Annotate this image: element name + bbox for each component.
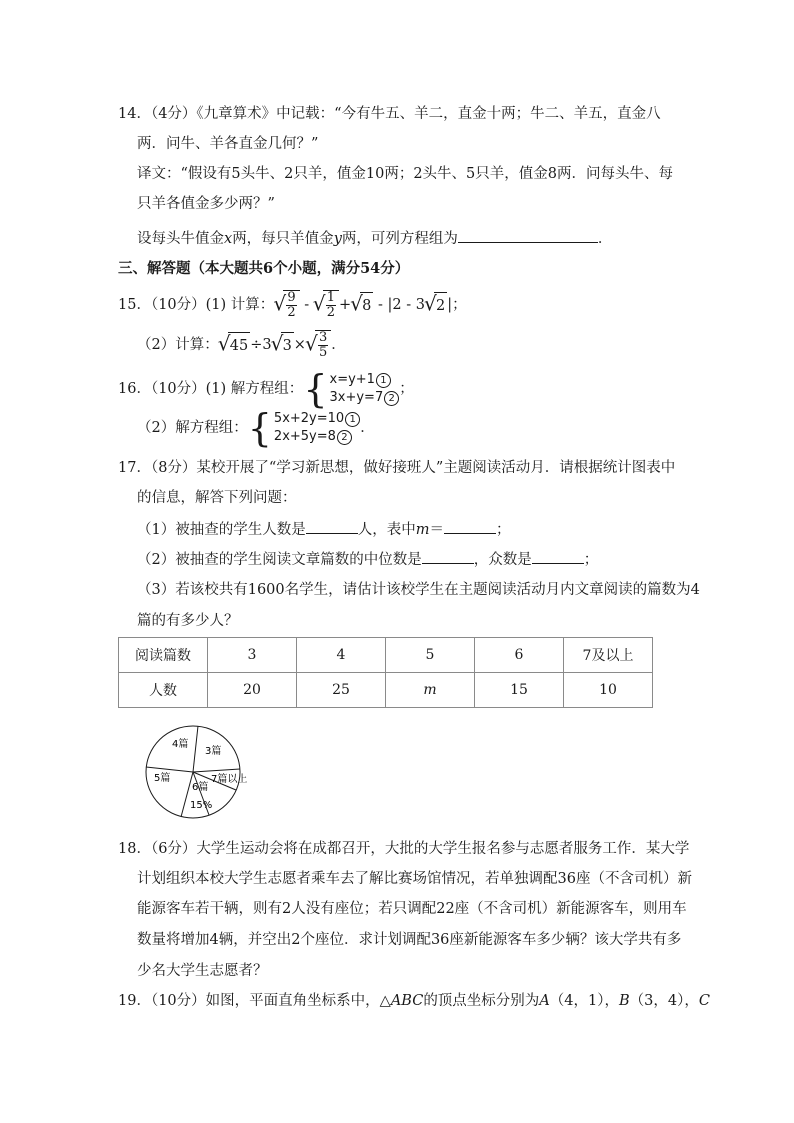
answer-blank[interactable] [306,519,358,534]
pie-label: 6篇 [192,782,209,793]
sqrt-sign: √ 2 [425,292,447,319]
q15-part2-prefix: （2）计算： [137,337,219,353]
q17-sub3-line1: （3）若该校共有1600名学生，请估计该校学生在主题阅读活动月内文章阅读的篇数为4 [137,582,700,598]
q17-line1: 17．（8分）某校开展了“学习新思想，做好接班人”主题阅读活动月．请根据统计图表中 [118,460,676,476]
circled-number: 2 [384,391,399,406]
table-cell: 5 [386,638,475,673]
table-cell: 25 [297,673,386,708]
circled-number: 1 [345,412,360,427]
table-cell: 3 [208,638,297,673]
q18-line2: 计划组织本校大学生志愿者乘车去了解比赛场馆情况，若单独调配36座（不含司机）新 [137,871,692,887]
table-cell: 15 [475,673,564,708]
q16-part2 [137,406,375,450]
pie-divider [193,726,198,772]
pie-label: 4篇 [172,739,189,750]
times-sign: × [293,337,306,353]
table-cell: m [386,673,475,708]
var-y: y [333,231,342,247]
q17-sub2: （2）被抽查的学生阅读文章篇数的中位数是 ，众数是 ； [137,549,598,570]
q15-end: ． [331,337,346,353]
q18-line3: 能源客车若干辆，则有2人没有座位；若只调配22座（不含司机）新能源客车，则用车 [137,901,687,917]
pie-label: 15% [190,800,213,811]
table-cell: 20 [208,673,297,708]
q17-line2: 的信息，解答下列问题： [137,490,297,506]
q17-sub3-line2: 篇的有多少人？ [137,613,239,629]
minus-sign: - [299,297,314,313]
fraction: √ $\frac{1}{2}$ [326,290,335,320]
sqrt-sign [274,290,299,320]
q15-part1 [118,290,467,320]
pie-label: 3篇 [205,746,222,757]
table-cell: 4 [297,638,386,673]
q14-text-c: 两，可列方程组为 [341,231,458,247]
pie-chart [143,722,253,822]
equation-system: { 5x+2y=10 1 2x+5y=8 2 [248,409,360,447]
equation-system: { x=y+1 1 3x+y=7 2 [303,370,399,408]
q14-line1: 14．（4分）《九章算术》中记载：“今有牛五、羊二，直金十两；牛二、羊五，直金八 [118,106,661,122]
q18-line4: 数量将增加4辆，并空出2个座位．求计划调配36座新能源客车多少辆？该大学共有多 [137,932,682,948]
fraction: √ $\frac{3}{5}$ [318,330,328,360]
pie-label: 5篇 [154,773,171,784]
q14-line3: 译文：“假设有5头牛、2只羊，值金10两；2头牛、5只羊，值金8两．问每头牛、每 [137,166,673,182]
table-cell: 6 [475,638,564,673]
table-cell: 10 [564,673,653,708]
fraction: √ $\frac{9}{2}$ [287,290,296,320]
plus-sign: + [339,297,352,313]
q18-line1: 18．（6分）大学生运动会将在成都召开，大批的大学生报名参与志愿者服务工作．某大学 [118,841,690,857]
q15-prefix: 15．（10分）(1) 计算： [118,297,275,313]
answer-blank[interactable] [532,549,584,564]
reading-table [118,637,653,708]
section-title: 三、解答题（本大题共6个小题，满分54分） [118,260,410,277]
pie-label: 7篇以上 [211,774,248,785]
q14-text-b: 两，每只羊值金 [232,231,334,247]
q14-text-a: 设每头牛值金 [137,231,224,247]
abs-expression: - |2 - 3 [373,297,425,313]
sqrt-sign [306,330,331,360]
table-cell: 7及以上 [564,638,653,673]
q17-sub1: （1）被抽查的学生人数是 人，表中m＝ ； [137,519,510,540]
abs-close: |； [447,297,467,313]
circled-number: 2 [337,430,352,445]
q18-line5: 少名大学生志愿者？ [137,963,268,979]
answer-blank[interactable] [422,549,474,564]
q15-part2 [137,330,346,360]
pie-divider [193,769,240,772]
sqrt-sign: √ 45 [219,332,250,359]
answer-blank[interactable] [458,228,598,243]
q16-end1: ； [399,381,414,397]
pie-divider [146,767,193,772]
q16-part2-prefix: （2）解方程组： [137,420,248,436]
divide-expression: ÷3 [250,337,272,353]
var-x: x [224,231,233,247]
q16-part1 [118,367,414,411]
q14-line5 [137,228,612,249]
answer-blank[interactable] [444,519,496,534]
q16-prefix: 16．（10分）(1) 解方程组： [118,381,304,397]
q14-line4: 只羊各值金多少两？” [137,196,275,212]
sqrt-sign: √ 8 [351,292,373,319]
circled-number: 1 [376,373,391,388]
q19-line1: 19．（10分）如图，平面直角坐标系中，△ABC的顶点坐标分别为A（4，1），B（3，4），C [118,993,710,1009]
q14-line2: 两．问牛、羊各直金几何？” [137,136,319,152]
q16-end2: ． [360,420,375,436]
q14-end: ． [597,231,613,247]
table-cell: 阅读篇数 [119,638,208,673]
table-row [119,638,653,673]
sqrt-sign [314,290,339,320]
sqrt-sign: √ 3 [272,332,294,359]
table-cell: 人数 [119,673,208,708]
table-row [119,673,653,708]
